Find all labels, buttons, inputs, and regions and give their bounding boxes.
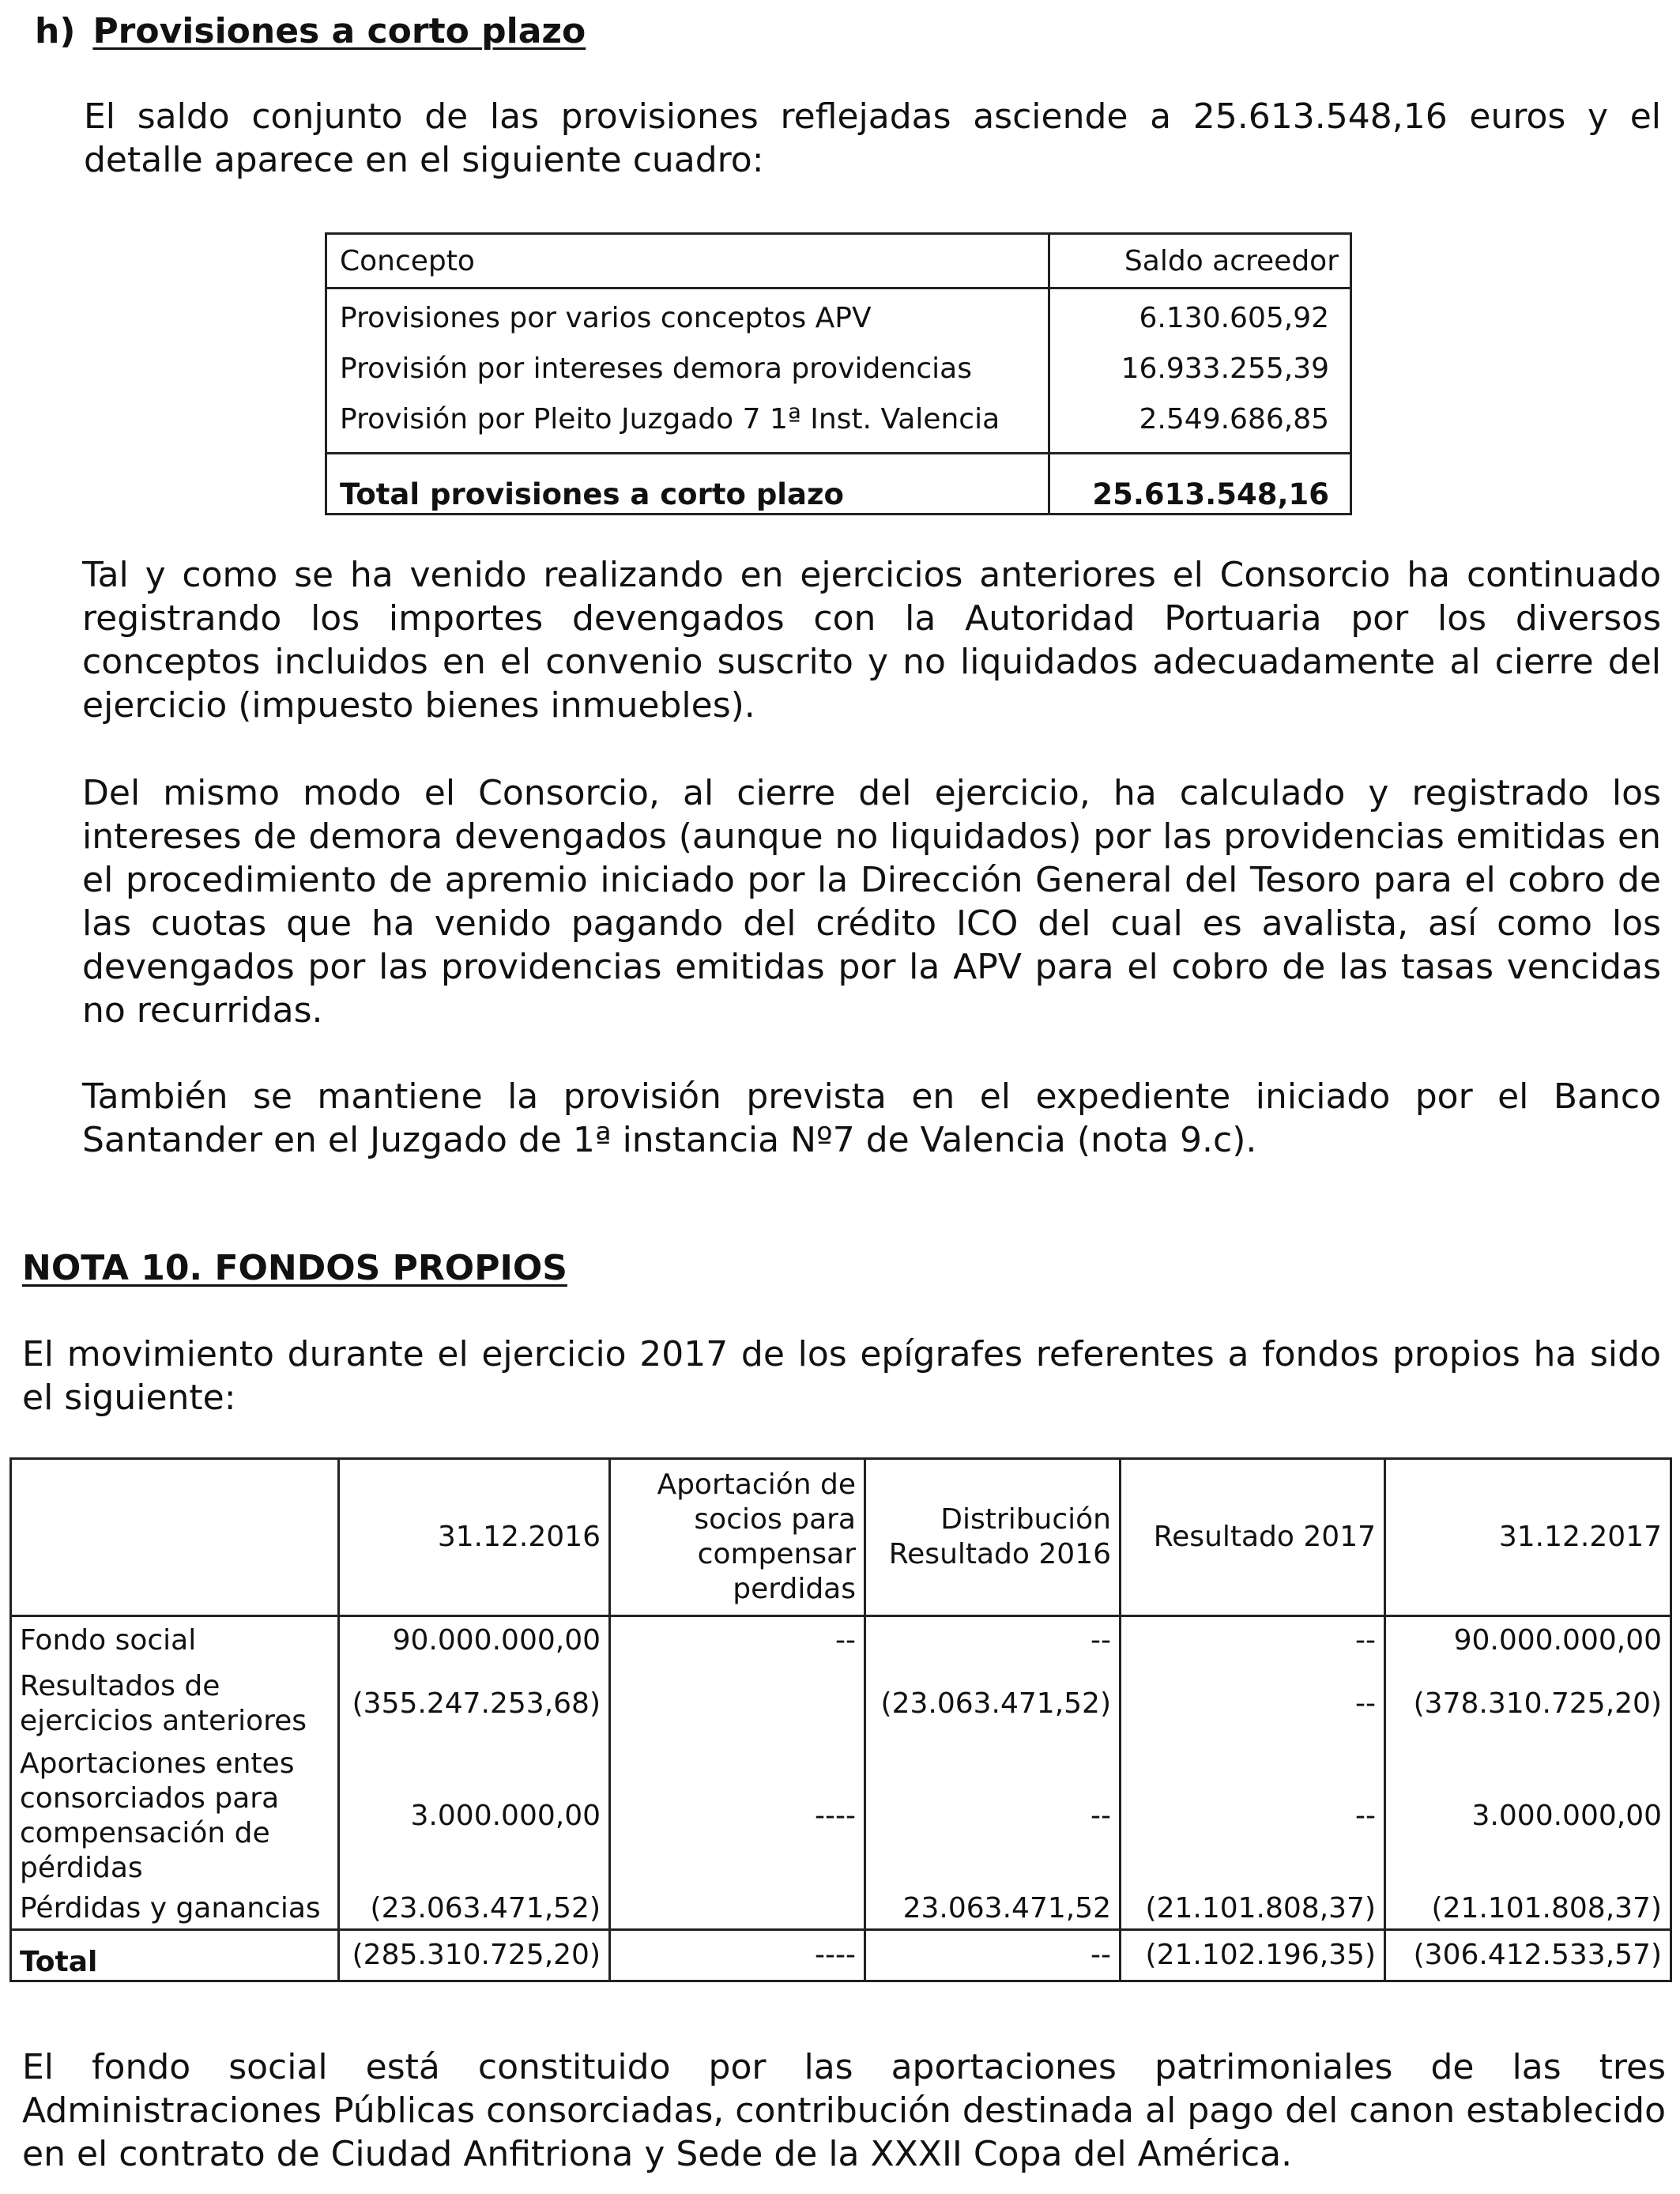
- equity-cell: --: [865, 1930, 1121, 1981]
- table-row: [326, 343, 1351, 394]
- provisions-intro: El saldo conjunto de las provisiones reflejadas asciende a 25.613.548,16 euros y el detalle aparece en el siguiente cuadro:: [84, 96, 1661, 180]
- equity-cell: (23.063.471,52): [865, 1664, 1121, 1744]
- equity-cell: 3.000.000,00: [339, 1744, 610, 1889]
- table-row: [11, 1664, 1671, 1744]
- equity-total-label: Total: [11, 1930, 339, 1981]
- equity-cell: (21.102.196,35): [1121, 1930, 1385, 1981]
- equity-cell: (285.310.725,20): [339, 1930, 610, 1981]
- section-h-label: h): [35, 11, 76, 51]
- equity-cell: ----: [610, 1744, 865, 1889]
- equity-cell: 23.063.471,52: [865, 1889, 1121, 1930]
- provisions-cell: Provisión por intereses demora providencias: [326, 343, 1049, 394]
- provisions-cell: Provisiones por varios conceptos APV: [326, 288, 1049, 344]
- provisions-header-concepto: Concepto: [326, 234, 1049, 288]
- equity-cell: Pérdidas y ganancias: [11, 1889, 339, 1930]
- equity-table: [9, 1457, 1672, 1982]
- equity-header-2016: 31.12.2016: [339, 1459, 610, 1616]
- equity-header-row: [11, 1459, 1671, 1616]
- equity-total-row: [11, 1930, 1671, 1981]
- equity-header-resultado: Resultado 2017: [1121, 1459, 1385, 1616]
- provisions-total-value: 25.613.548,16: [1049, 454, 1351, 515]
- paragraph-intereses-demora: Del mismo modo el Consorcio, al cierre del ejercicio, ha calculado y registrado los intereses de demora devengados (aunque no liquidados) por las providencias emitidas en el procedimiento de apremio iniciado por la Dirección General del Tesoro para el cobro de las cuotas que ha venido pagando del crédito ICO del cual es avalista, así como los devengados por las providencias emitidas por la APV para el cobro de las tasas vencidas no recurridas.: [82, 773, 1661, 1031]
- table-row: [11, 1616, 1671, 1665]
- provisions-cell: 6.130.605,92: [1049, 288, 1351, 344]
- equity-cell: 3.000.000,00: [1385, 1744, 1671, 1889]
- equity-cell: (21.101.808,37): [1385, 1889, 1671, 1930]
- paragraph-banco-santander: También se mantiene la provisión prevista en el expediente iniciado por el Banco Santander en el Juzgado de 1ª instancia Nº7 de Valencia (nota 9.c).: [82, 1076, 1661, 1160]
- equity-cell: Fondo social: [11, 1616, 339, 1665]
- table-row: [326, 394, 1351, 444]
- equity-header-aportacion: Aportación de socios para compensar perdidas: [610, 1459, 865, 1616]
- provisions-spacer-cell: [1049, 444, 1351, 454]
- provisions-cell: Provisión por Pleito Juzgado 7 1ª Inst. Valencia: [326, 394, 1049, 444]
- table-row: [11, 1889, 1671, 1930]
- table-row: [11, 1744, 1671, 1889]
- equity-cell: ----: [610, 1930, 865, 1981]
- equity-cell: [610, 1664, 865, 1744]
- provisions-cell: 16.933.255,39: [1049, 343, 1351, 394]
- equity-header-distribucion: Distribución Resultado 2016: [865, 1459, 1121, 1616]
- equity-cell: Resultados de ejercicios anteriores: [11, 1664, 339, 1744]
- equity-cell: (23.063.471,52): [339, 1889, 610, 1930]
- equity-cell: --: [1121, 1616, 1385, 1665]
- section-h-title: Provisiones a corto plazo: [92, 11, 586, 51]
- paragraph-autoridad-portuaria: Tal y como se ha venido realizando en ejercicios anteriores el Consorcio ha continuado registrando los importes devengados con la Autoridad Portuaria por los diversos conceptos incluidos en el convenio suscrito y no liquidados adecuadamente al cierre del ejercicio (impuesto bienes inmuebles).: [82, 555, 1661, 726]
- provisions-header-saldo: Saldo acreedor: [1049, 234, 1351, 288]
- provisions-header-row: [326, 234, 1351, 288]
- equity-cell: --: [865, 1744, 1121, 1889]
- equity-cell: (378.310.725,20): [1385, 1664, 1671, 1744]
- provisions-spacer-cell: [326, 444, 1049, 454]
- equity-cell: (21.101.808,37): [1121, 1889, 1385, 1930]
- provisions-spacer-row: [326, 444, 1351, 454]
- equity-cell: [610, 1889, 865, 1930]
- section-h-heading: [35, 8, 586, 55]
- equity-cell: (306.412.533,57): [1385, 1930, 1671, 1981]
- provisions-total-row: [326, 454, 1351, 515]
- equity-header-blank: [11, 1459, 339, 1616]
- equity-cell: --: [1121, 1744, 1385, 1889]
- table-row: [326, 288, 1351, 344]
- nota10-intro: El movimiento durante el ejercicio 2017 de los epígrafes referentes a fondos propios ha sido el siguiente:: [22, 1334, 1661, 1418]
- provisions-cell: 2.549.686,85: [1049, 394, 1351, 444]
- nota10-closing: El fondo social está constituido por las aportaciones patrimoniales de las tres Administraciones Públicas consorciadas, contribución destinada al pago del canon establecido en el contrato de Ciudad Anfitriona y Sede de la XXXII Copa del América.: [22, 2047, 1666, 2174]
- equity-cell: --: [610, 1616, 865, 1665]
- equity-cell: --: [1121, 1664, 1385, 1744]
- equity-cell: --: [865, 1616, 1121, 1665]
- equity-cell: 90.000.000,00: [1385, 1616, 1671, 1665]
- equity-header-2017: 31.12.2017: [1385, 1459, 1671, 1616]
- equity-cell: Aportaciones entes consorciados para compensación de pérdidas: [11, 1744, 339, 1889]
- provisions-total-label: Total provisiones a corto plazo: [326, 454, 1049, 515]
- provisions-table: [325, 232, 1352, 515]
- equity-cell: 90.000.000,00: [339, 1616, 610, 1665]
- nota10-title: NOTA 10. FONDOS PROPIOS: [22, 1248, 567, 1288]
- equity-cell: (355.247.253,68): [339, 1664, 610, 1744]
